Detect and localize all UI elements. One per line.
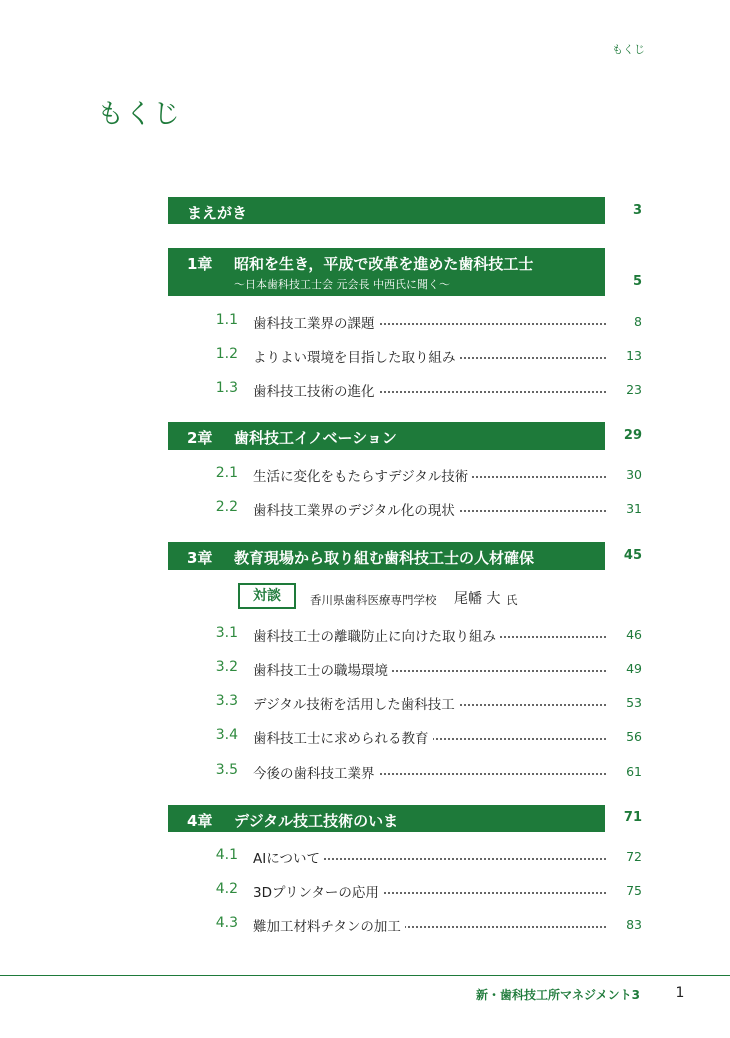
section-title: 今後の歯科技工業界 (253, 762, 379, 782)
section-page: 49 (626, 661, 642, 676)
chapter-title: デジタル技工技術のいま (234, 812, 399, 830)
section-title: 歯科技工業界の課題 (253, 312, 379, 332)
section-title: よりよい環境を目指した取り組み (253, 346, 460, 366)
toc-entry[interactable] (0, 727, 730, 747)
section-title: 歯科技工技術の進化 (253, 380, 379, 400)
section-number: 4.2 (215, 881, 238, 897)
section-number: 1.1 (215, 312, 238, 328)
section-title: 難加工材料チタンの加工 (253, 915, 405, 935)
running-head: もくじ (612, 43, 645, 56)
section-number: 3.5 (215, 762, 238, 778)
section-number: 3.4 (215, 727, 238, 743)
section-title: 歯科技工士に求められる教育 (253, 727, 433, 747)
dialogue-school: 香川県歯科医療専門学校 (310, 593, 437, 607)
preface-bar[interactable] (168, 197, 605, 224)
toc-entry[interactable] (0, 380, 730, 400)
section-page: 83 (626, 917, 642, 932)
section-page: 56 (626, 729, 642, 744)
chapter-number: 2章 (187, 429, 213, 447)
chapter-subtitle: 〜日本歯科技工士会 元会長 中西氏に聞く〜 (234, 278, 450, 291)
chapter-title: 昭和を生き，平成で改革を進めた歯科技工士 (234, 255, 534, 273)
chapter-number: 3章 (187, 549, 213, 567)
toc-entry[interactable] (0, 693, 730, 713)
preface-page: 3 (632, 203, 642, 218)
footer-page-number: 1 (675, 985, 685, 1001)
toc-entry[interactable] (0, 312, 730, 332)
dialogue-person: 尾幡 大 (454, 591, 501, 607)
chapter-page: 5 (632, 274, 642, 289)
dialogue-honorific: 氏 (506, 593, 518, 607)
section-number: 3.3 (215, 693, 238, 709)
chapter-2-bar[interactable] (168, 422, 605, 450)
section-page: 23 (626, 382, 642, 397)
section-page: 72 (626, 849, 642, 864)
section-number: 1.3 (215, 380, 238, 396)
toc-entry[interactable] (0, 625, 730, 645)
section-number: 1.2 (215, 346, 238, 362)
toc-entry[interactable] (0, 762, 730, 782)
toc-entry[interactable] (0, 465, 730, 485)
dialogue-entry[interactable] (0, 583, 730, 613)
dialogue-badge: 対談 (238, 583, 296, 609)
chapter-page: 45 (623, 548, 642, 563)
section-number: 3.2 (215, 659, 238, 675)
section-page: 53 (626, 695, 642, 710)
section-title: デジタル技術を活用した歯科技工 (253, 693, 459, 713)
toc-entry[interactable] (0, 847, 730, 867)
chapter-page: 71 (623, 810, 642, 825)
section-page: 46 (626, 627, 642, 642)
section-title: AIについて (253, 847, 324, 867)
toc-entry[interactable] (0, 915, 730, 935)
chapter-title: 歯科技工イノベーション (234, 429, 397, 447)
section-number: 2.2 (215, 499, 238, 515)
section-number: 4.1 (215, 847, 238, 863)
section-page: 31 (626, 501, 642, 516)
section-title: 歯科技工士の離職防止に向けた取り組み (253, 625, 500, 645)
chapter-3-bar[interactable] (168, 542, 605, 570)
section-page: 8 (634, 314, 642, 329)
chapter-number: 1章 (187, 255, 213, 273)
section-title: 歯科技工士の職場環境 (253, 659, 392, 679)
chapter-title: 教育現場から取り組む歯科技工士の人材確保 (234, 549, 535, 567)
chapter-4-bar[interactable] (168, 805, 605, 832)
toc-entry[interactable] (0, 499, 730, 519)
toc-entry[interactable] (0, 346, 730, 366)
section-number: 2.1 (215, 465, 238, 481)
section-title: 歯科技工業界のデジタル化の現状 (253, 499, 459, 519)
toc-entry[interactable] (0, 659, 730, 679)
page-title: もくじ (97, 99, 181, 130)
footer-book-title: 新・歯科技工所マネジメント3 (476, 988, 640, 1002)
section-number: 4.3 (215, 915, 238, 931)
preface-title: まえがき (187, 204, 248, 222)
dot-leader (300, 858, 606, 860)
section-page: 75 (626, 883, 642, 898)
chapter-number: 4章 (187, 812, 213, 830)
chapter-1-bar[interactable] (168, 248, 605, 296)
toc-entry[interactable] (0, 881, 730, 901)
section-page: 61 (626, 764, 642, 779)
chapter-page: 29 (623, 428, 642, 443)
section-title: 3Dプリンターの応用 (253, 881, 383, 901)
footer-rule (0, 975, 730, 976)
section-number: 3.1 (215, 625, 238, 641)
section-page: 13 (626, 348, 642, 363)
section-title: 生活に変化をもたらすデジタル技術 (253, 465, 472, 485)
section-page: 30 (626, 467, 642, 482)
